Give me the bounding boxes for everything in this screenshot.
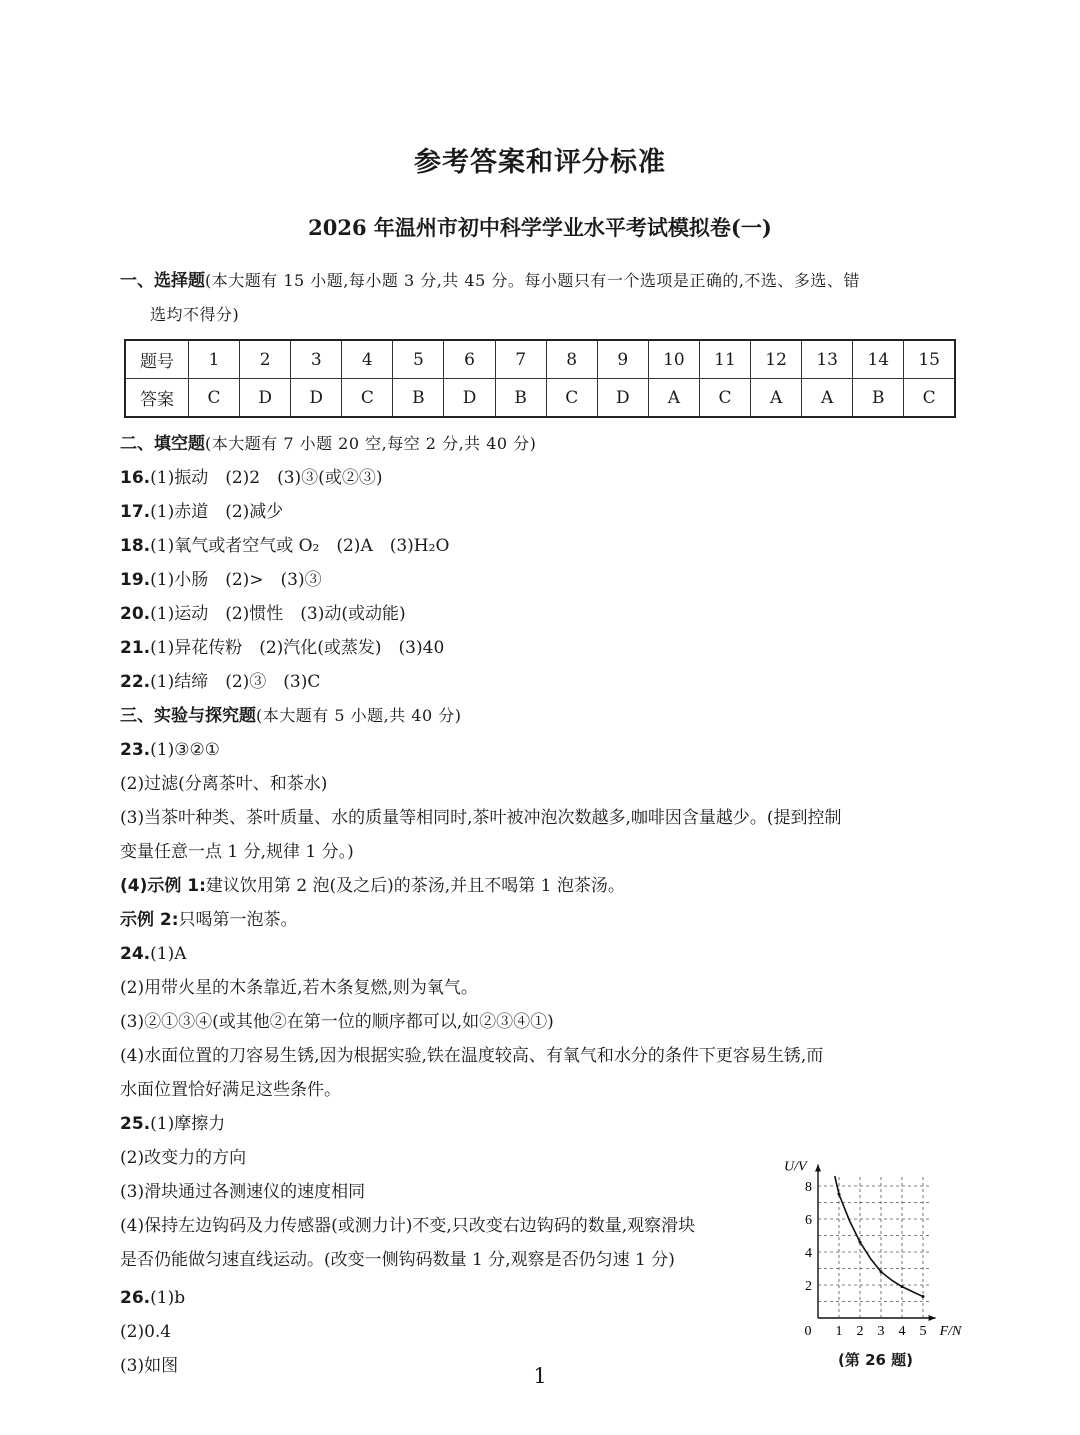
question-number-cell: 14: [853, 340, 904, 379]
x-axis-arrow: [929, 1315, 936, 1321]
answer-cell: C: [699, 379, 750, 418]
row-label-number: 题号: [125, 340, 189, 379]
q24-part4-cont: 水面位置恰好满足这些条件。: [120, 1080, 341, 1100]
q23-number: 23.: [120, 740, 151, 760]
q24-part2: (2)用带火星的木条靠近,若木条复燃,则为氧气。: [120, 978, 478, 998]
item-number: 21.: [120, 638, 151, 658]
question-number-cell: 5: [393, 340, 444, 379]
q23-example1-label: (4)示例 1:: [120, 876, 206, 896]
x-tick-label: 3: [877, 1324, 885, 1339]
section2-heading: 二、填空题: [120, 434, 205, 454]
q23-example2-text: 只喝第一泡茶。: [178, 910, 298, 930]
q25-number: 25.: [120, 1114, 151, 1134]
answer-cell: C: [546, 379, 597, 418]
section1-heading: 一、选择题: [120, 271, 205, 291]
x-tick-label: 5: [919, 1324, 927, 1339]
x-axis-label: F/N: [939, 1324, 962, 1339]
answer-cell: C: [904, 379, 955, 418]
q25-part1: [120, 1112, 225, 1136]
q24-part1: [120, 942, 186, 966]
q24-part3: (3)②①③④(或其他②在第一位的顺序都可以,如②③④①): [120, 1012, 554, 1032]
item-answer: (1)异花传粉 (2)汽化(或蒸发) (3)40: [150, 638, 445, 658]
fill-blank-item: [120, 670, 320, 694]
fill-blank-item: [120, 568, 322, 592]
section1-note: (本大题有 15 小题,每小题 3 分,共 45 分。每小题只有一个选项是正确的,不选、多选、错: [205, 271, 860, 290]
question-number-cell: 11: [699, 340, 750, 379]
x-tick-label: 2: [856, 1324, 864, 1339]
section2-note: (本大题有 7 小题 20 空,每空 2 分,共 40 分): [205, 434, 537, 453]
section3-note: (本大题有 5 小题,共 40 分): [256, 706, 462, 725]
answer-cell: D: [291, 379, 342, 418]
page-title: 参考答案和评分标准: [414, 147, 666, 178]
q25-part1-text: (1)摩擦力: [150, 1114, 226, 1134]
q24-part1-text: (1)A: [150, 944, 187, 964]
question-number-cell: 3: [291, 340, 342, 379]
answer-cell: C: [189, 379, 240, 418]
q25-part2: (2)改变力的方向: [120, 1148, 247, 1168]
fill-blank-item: [120, 534, 449, 558]
item-answer: (1)结缔 (2)③ (3)C: [150, 672, 321, 692]
q24-part4: (4)水面位置的刀容易生锈,因为根据实验,铁在温度较高、有氧气和水分的条件下更容易生锈,而: [120, 1046, 824, 1066]
item-answer: (1)小肠 (2)> (3)③: [150, 570, 322, 590]
answer-cell: A: [802, 379, 853, 418]
data-point: [880, 1270, 883, 1273]
q25-part4-cont: 是否仍能做匀速直线运动。(改变一侧钩码数量 1 分,观察是否仍匀速 1 分): [120, 1250, 675, 1270]
answer-row: [125, 379, 955, 418]
data-point: [838, 1193, 841, 1196]
section3-heading: 三、实验与探究题: [120, 706, 256, 726]
answer-cell: D: [240, 379, 291, 418]
q23-part1: [120, 738, 220, 762]
x-tick-label: 1: [835, 1324, 843, 1339]
item-number: 18.: [120, 536, 151, 556]
q23-part3-cont: 变量任意一点 1 分,规律 1 分。): [120, 842, 354, 862]
exam-subtitle: 2026 年温州市初中科学学业水平考试模拟卷(一): [308, 215, 772, 240]
fill-blank-item: [120, 602, 406, 626]
fill-blank-item: [120, 466, 382, 490]
data-curve: [835, 1176, 923, 1296]
answer-cell: B: [495, 379, 546, 418]
x-tick-label: 0: [804, 1324, 812, 1339]
q23-part2: (2)过滤(分离茶叶、和茶水): [120, 774, 328, 794]
answer-cell: A: [751, 379, 802, 418]
section1-note-cont: 选均不得分): [150, 305, 240, 324]
q23-part3: (3)当茶叶种类、茶叶质量、水的质量等相同时,茶叶被冲泡次数越多,咖啡因含量越少。(提到控制: [120, 808, 842, 828]
item-number: 20.: [120, 604, 151, 624]
q25-part3: (3)滑块通过各测速仪的速度相同: [120, 1182, 366, 1202]
answer-cell: A: [648, 379, 699, 418]
question-number-cell: 7: [495, 340, 546, 379]
section3-line: [120, 704, 461, 728]
answer-cell: D: [597, 379, 648, 418]
section1-line: [120, 269, 860, 293]
answer-cell: B: [853, 379, 904, 418]
q26-part1-text: (1)b: [150, 1288, 186, 1308]
answer-cell: C: [342, 379, 393, 418]
q26-part2: (2)0.4: [120, 1322, 172, 1342]
graph-caption: (第 26 题): [838, 1351, 914, 1369]
y-tick-label: 2: [805, 1279, 812, 1294]
q23-example1-text: 建议饮用第 2 泡(及之后)的茶汤,并且不喝第 1 泡茶汤。: [205, 876, 625, 896]
q25-part4: (4)保持左边钩码及力传感器(或测力计)不变,只改变右边钩码的数量,观察滑块: [120, 1216, 696, 1236]
row-label-answer: 答案: [125, 379, 189, 418]
y-tick-label: 6: [805, 1213, 812, 1228]
question-number-cell: 15: [904, 340, 955, 379]
y-tick-label: 4: [805, 1246, 812, 1261]
answer-table: [124, 339, 956, 418]
y-tick-label: 8: [805, 1180, 812, 1195]
fill-blank-item: [120, 500, 283, 524]
q26-number: 26.: [120, 1288, 151, 1308]
x-tick-label: 4: [898, 1324, 906, 1339]
y-axis-label: U/V: [784, 1160, 807, 1175]
q26-part3: (3)如图: [120, 1356, 179, 1376]
q23-example2-label: 示例 2:: [120, 910, 179, 930]
question-number-cell: 9: [597, 340, 648, 379]
y-axis-arrow: [815, 1165, 821, 1172]
q23-part1-text: (1)③②①: [150, 740, 220, 760]
data-point: [922, 1295, 925, 1298]
question-number-cell: 8: [546, 340, 597, 379]
section2-line: [120, 432, 536, 456]
item-number: 17.: [120, 502, 151, 522]
data-point: [859, 1241, 862, 1244]
question-number-cell: 1: [189, 340, 240, 379]
data-point: [901, 1285, 904, 1288]
fill-blank-item: [120, 636, 444, 660]
item-answer: (1)氧气或者空气或 O₂ (2)A (3)H₂O: [150, 536, 450, 556]
question-number-row: [125, 340, 955, 379]
q26-part1: [120, 1286, 185, 1310]
u-f-graph: [780, 1160, 980, 1345]
question-number-cell: 12: [751, 340, 802, 379]
question-number-cell: 10: [648, 340, 699, 379]
question-number-cell: 2: [240, 340, 291, 379]
question-number-cell: 4: [342, 340, 393, 379]
item-number: 16.: [120, 468, 151, 488]
q23-example2: [120, 908, 298, 932]
page-number: 1: [533, 1364, 547, 1388]
answer-cell: B: [393, 379, 444, 418]
item-answer: (1)振动 (2)2 (3)③(或②③): [150, 468, 383, 488]
question-number-cell: 6: [444, 340, 495, 379]
q24-number: 24.: [120, 944, 151, 964]
item-number: 22.: [120, 672, 151, 692]
item-answer: (1)运动 (2)惯性 (3)动(或动能): [150, 604, 406, 624]
question-number-cell: 13: [802, 340, 853, 379]
answer-cell: D: [444, 379, 495, 418]
item-number: 19.: [120, 570, 151, 590]
q23-part4: [120, 874, 625, 898]
item-answer: (1)赤道 (2)减少: [150, 502, 284, 522]
